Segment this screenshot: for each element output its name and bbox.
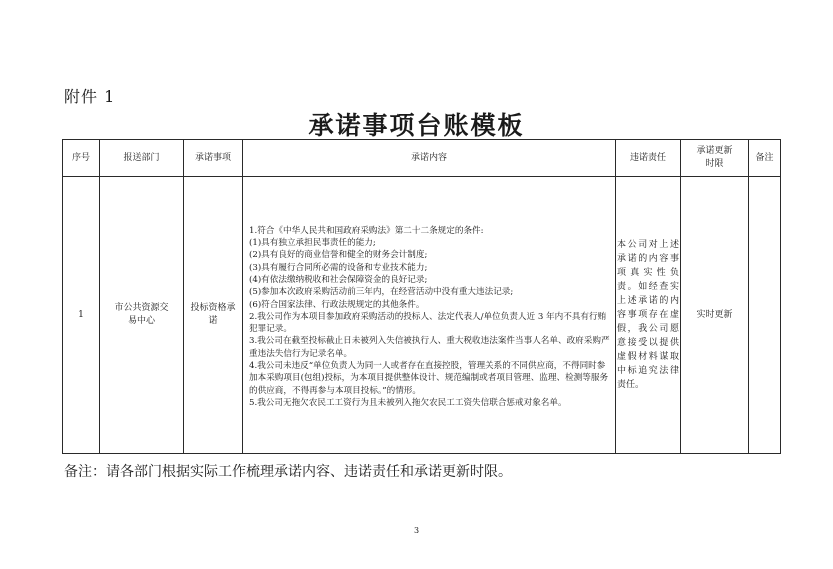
cell-update-period: 实时更新 <box>681 177 749 454</box>
cell-dept <box>100 177 184 454</box>
cell-liability-text: 本公司对上述承诺的内容事项真实性负责。如经查实上述承诺的内容事项存在虚假，我公司愿意接受以提供虚假材料谋取中标追究法律责任。 <box>617 240 679 390</box>
cell-seq: 1 <box>63 177 100 454</box>
col-header-dept: 报送部门 <box>100 140 184 177</box>
content-line: 3.我公司在截至投标截止日未被列入失信被执行人、重大税收违法案件当事人名单、政府采购严重违法失信行为记录名单。 <box>249 336 610 359</box>
page-title: 承诺事项台账模板 <box>308 111 525 140</box>
content-line: (2)具有良好的商业信誉和健全的财务会计制度; <box>249 250 428 261</box>
content-line: 2.我公司作为本项目参加政府采购活动的投标人、法定代表人/单位负责人近 3 年内不具有行贿犯罪记录。 <box>249 311 607 335</box>
cell-remark <box>749 177 781 454</box>
table-row <box>63 177 781 454</box>
footer-note: 备注：请各部门根据实际工作梳理承诺内容、违诺责任和承诺更新时限。 <box>64 464 512 480</box>
header-row <box>63 140 781 177</box>
content-line: (3)具有履行合同所必需的设备和专业技术能力; <box>249 262 428 273</box>
content-line: (5)参加本次政府采购活动前三年内，在经营活动中没有重大违法记录; <box>249 287 514 298</box>
commitment-content-list <box>249 221 611 409</box>
col-header-seq: 序号 <box>63 140 100 177</box>
content-line: 4.我公司未违反“单位负责人为同一人或者存在直接控股，管理关系的不同供应商，不得同时参加本采购项目(包组)投标，为本项目提供整体设计、规范编制或者项目管理、监理、检测等服务的供应商，不得再参与本项目投标。”的情形。 <box>249 361 609 396</box>
col-header-update-period-text: 承诺更新 时限 <box>696 146 733 169</box>
cell-liability <box>616 177 681 454</box>
cell-content <box>243 177 616 454</box>
content-line: (4)有依法缴纳税收和社会保障资金的良好记录; <box>249 274 428 285</box>
col-header-update-period <box>681 140 749 177</box>
cell-dept-text: 市公共资源交易中心 <box>114 303 169 326</box>
commitment-ledger-table <box>62 139 781 454</box>
page-number: 3 <box>413 526 420 535</box>
cell-item <box>184 177 243 454</box>
content-line: (6)符合国家法律、行政法规规定的其他条件。 <box>249 299 425 310</box>
content-line: 1.符合《中华人民共和国政府采购法》第二十二条规定的条件: <box>249 225 484 236</box>
content-line: 5.我公司无拖欠农民工工资行为且未被列入拖欠农民工工资失信联合惩戒对象名单。 <box>249 397 567 408</box>
col-header-liability: 违诺责任 <box>616 140 681 177</box>
col-header-remark: 备注 <box>749 140 781 177</box>
cell-item-text: 投标资格承诺 <box>190 303 236 326</box>
attachment-label: 附件 1 <box>64 87 116 106</box>
col-header-content: 承诺内容 <box>243 140 616 177</box>
col-header-item: 承诺事项 <box>184 140 243 177</box>
content-line: (1)具有独立承担民事责任的能力; <box>249 238 376 249</box>
